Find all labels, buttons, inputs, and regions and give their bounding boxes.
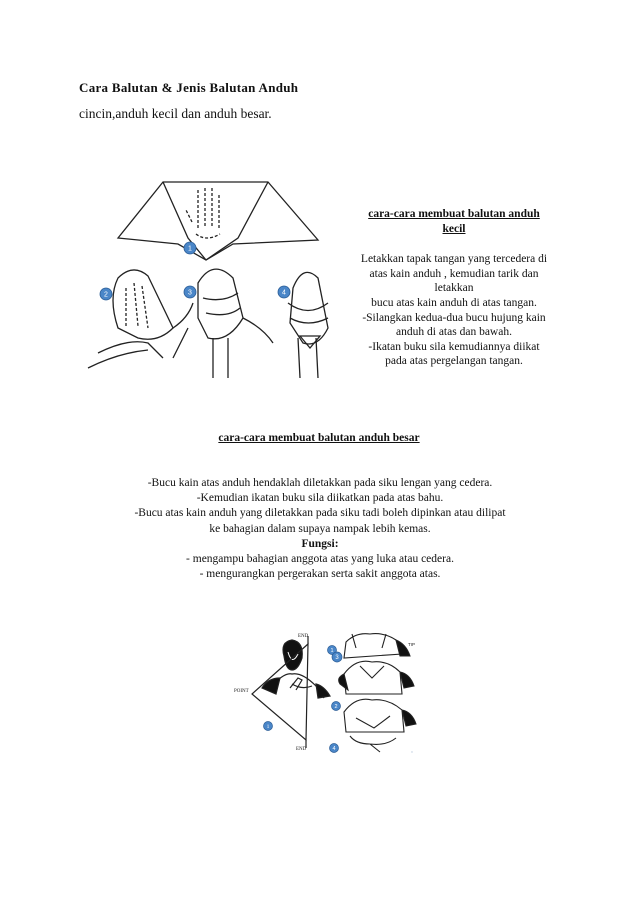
sling-label-end-bottom: END [296, 747, 307, 752]
step-number: 3 [335, 655, 339, 662]
sling-label-end-top: END [298, 634, 309, 639]
instruction-line: pada atas pergelangan tangan. [385, 355, 523, 368]
step-number: 3 [188, 289, 192, 297]
step-number: 4 [332, 746, 336, 752]
heading-line: kecil [442, 222, 466, 235]
instruction-line: -Bucu kain atas anduh hendaklah diletakkan pada siku lengan yang cedera. [147, 477, 493, 489]
instruction-line: atas kain anduh , kemudian tarik dan [369, 267, 539, 280]
instruction-line: anduh di atas dan bawah. [396, 326, 512, 339]
step-number: 2 [104, 291, 108, 299]
fungsi-label: Fungsi: [301, 537, 339, 550]
large-sling-heading: cara-cara membuat balutan anduh besar [218, 432, 420, 444]
instruction-line: Letakkan tapak tangan yang tercedera di [360, 253, 548, 266]
step-number: 1 [188, 245, 192, 253]
step-number: 2 [334, 704, 338, 710]
fungsi-line: - mengampu bahagian anggota atas yang luka atau cedera. [186, 553, 454, 566]
heading-line: cara-cara membuat balutan anduh [368, 208, 540, 220]
sling-label-tip: TIP [408, 642, 416, 647]
intro-text: cincin,anduh kecil dan anduh besar. [79, 106, 272, 121]
large-sling-steps-illustration [326, 628, 420, 754]
small-sling-heading [340, 207, 568, 236]
large-sling-instructions [60, 476, 580, 582]
page-title: Cara Balutan & Jenis Balutan Anduh [79, 80, 299, 95]
step-number: 1 [330, 648, 334, 654]
instruction-line: -Ikatan buku sila kemudiannya diikat [368, 340, 540, 353]
step-badge [330, 650, 344, 664]
small-sling-illustration [78, 178, 343, 378]
step-number: 4 [282, 289, 286, 297]
instruction-line: ke bahagian dalam supaya nampak lebih kemas. [209, 522, 431, 535]
fungsi-line: - mengurangkan pergerakan serta sakit anggota atas. [199, 568, 441, 581]
sling-label-point: POINT [234, 689, 249, 694]
instruction-line: bucu atas kain anduh di atas tangan. [371, 296, 537, 309]
instruction-line: -Bucu atas kain anduh yang diletakkan pada siku tadi boleh dipinkan atau dilipat [134, 507, 506, 520]
small-sling-instructions [340, 207, 568, 369]
instruction-line: -Kemudian ikatan buku sila diikatkan pada atas bahu. [196, 492, 444, 505]
instruction-line: letakkan [434, 282, 474, 295]
instruction-line: -Silangkan kedua-dua bucu hujung kain [362, 311, 546, 324]
step-number: 1 [266, 724, 270, 730]
